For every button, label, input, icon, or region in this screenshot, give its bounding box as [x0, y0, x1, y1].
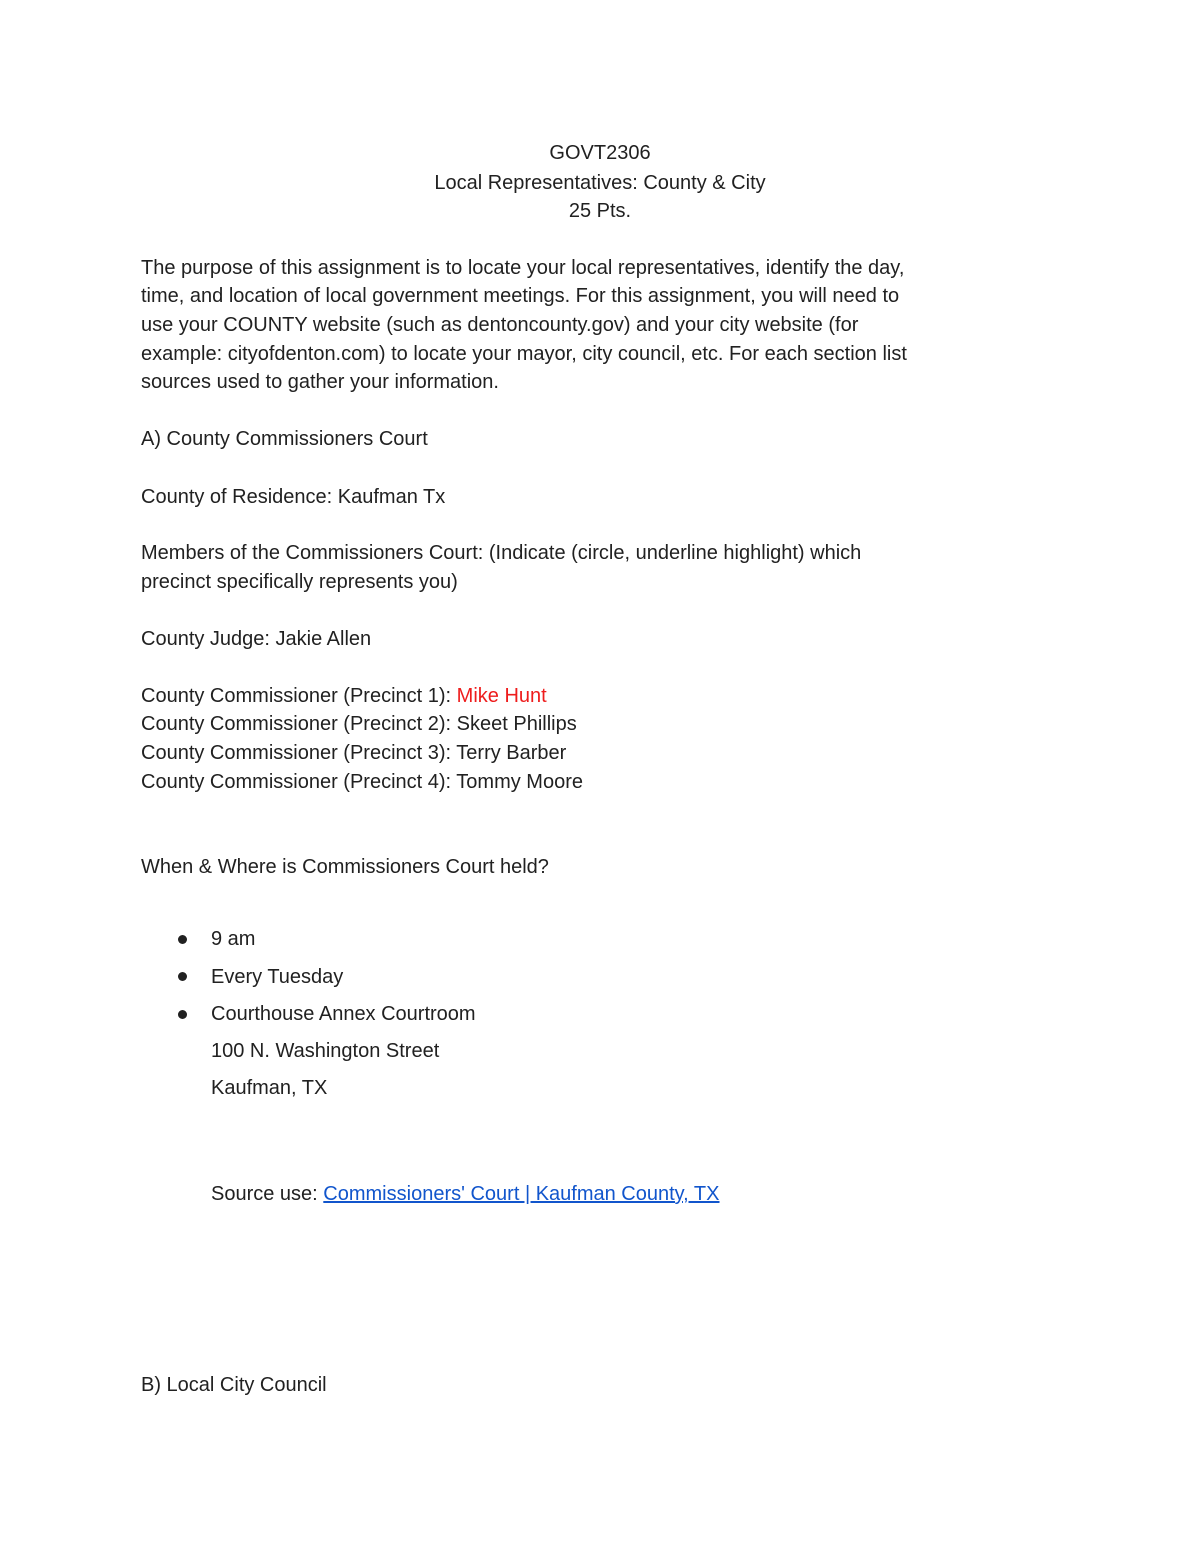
commissioner-name: Terry Barber	[456, 742, 567, 764]
judge-name: Jakie Allen	[275, 628, 372, 650]
members-instruction: precinct specifically represents you)	[141, 571, 458, 593]
commissioner-name-highlighted: Mike Hunt	[456, 685, 547, 707]
meeting-time: 9 am	[211, 928, 256, 950]
commissioner-row	[141, 741, 566, 765]
address-line: Kaufman, TX	[211, 1077, 328, 1099]
commissioner-label: County Commissioner (Precinct 4):	[141, 771, 457, 793]
members-instruction: Members of the Commissioners Court: (Indicate (circle, underline highlight) which	[141, 542, 862, 564]
commissioner-name: Tommy Moore	[456, 771, 583, 793]
commissioner-name: Skeet Phillips	[456, 713, 577, 735]
intro-line: time, and location of local government meetings. For this assignment, you will need to	[141, 285, 900, 307]
bullet-icon	[178, 972, 187, 981]
address-line: 100 N. Washington Street	[211, 1040, 440, 1062]
meeting-day: Every Tuesday	[211, 966, 344, 988]
commissioner-label: County Commissioner (Precinct 2):	[141, 713, 457, 735]
source-link[interactable]: Commissioners' Court | Kaufman County, TX	[323, 1183, 720, 1205]
course-code: GOVT2306	[549, 142, 651, 164]
commissioner-label: County Commissioner (Precinct 1):	[141, 685, 457, 707]
commissioner-row	[141, 684, 547, 708]
intro-line: example: cityofdenton.com) to locate your mayor, city council, etc. For each section list	[141, 343, 907, 365]
points-value: 25 Pts.	[568, 200, 632, 222]
section-a-heading: A) County Commissioners Court	[141, 428, 428, 450]
section-b-heading: B) Local City Council	[141, 1374, 327, 1396]
meeting-location: Courthouse Annex Courtroom	[211, 1003, 476, 1025]
intro-line: use your COUNTY website (such as dentoncounty.gov) and your city website (for	[141, 314, 859, 336]
residence-label: County of Residence:	[141, 486, 338, 508]
source-line	[211, 1182, 720, 1206]
county-judge	[141, 627, 371, 651]
when-where-question: When & Where is Commissioners Court held?	[141, 856, 549, 878]
commissioner-label: County Commissioner (Precinct 3):	[141, 742, 457, 764]
judge-label: County Judge:	[141, 628, 276, 650]
bullet-icon	[178, 935, 187, 944]
commissioner-row	[141, 770, 583, 794]
commissioner-row	[141, 712, 577, 736]
county-of-residence	[141, 485, 445, 509]
intro-line: sources used to gather your information.	[141, 371, 499, 393]
intro-line: The purpose of this assignment is to locate your local representatives, identify the day,	[141, 257, 905, 279]
bullet-icon	[178, 1010, 187, 1019]
document-title: Local Representatives: County & City	[434, 172, 766, 194]
residence-value: Kaufman Tx	[337, 486, 446, 508]
source-label: Source use:	[211, 1183, 324, 1205]
